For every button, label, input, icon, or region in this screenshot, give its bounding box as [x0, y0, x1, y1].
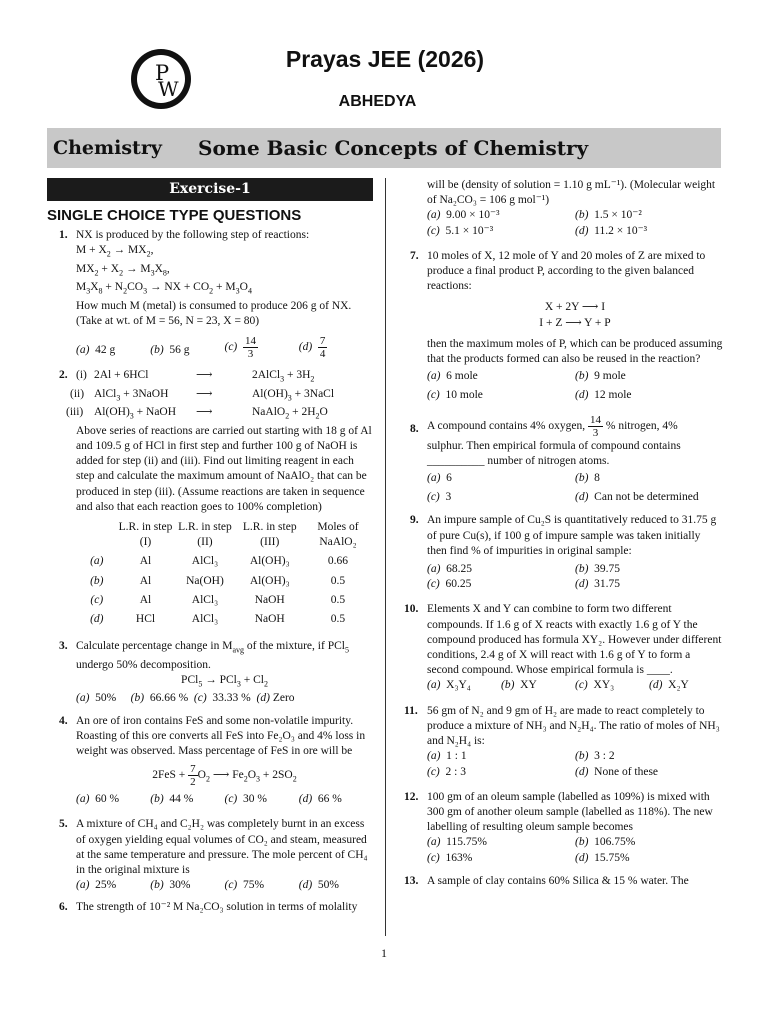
question-4 [47, 714, 373, 808]
column-divider [385, 178, 386, 936]
fraction: $\frac{14}{3}$ [245, 335, 257, 361]
question-10 [398, 602, 723, 693]
question-11 [398, 704, 723, 780]
option-b: (b) 66.66 % [130, 692, 189, 705]
pw-logo [131, 49, 191, 109]
question-number: 13. [404, 874, 419, 887]
question-13 [398, 874, 723, 889]
right-column [398, 178, 723, 896]
options [427, 369, 723, 403]
option-b: (b) 56 g [150, 344, 190, 357]
options [427, 471, 723, 505]
table-header-row [76, 518, 373, 552]
option-a: (a) 115.75% [427, 836, 487, 849]
question-text: Calculate percentage change in $M_{avg}$ of the mixture, if PCl$_5$ undergo 50% decomposition. [76, 640, 349, 671]
option-d: (d) 12 mole [575, 389, 632, 402]
option-a: (a) 42 g [76, 344, 116, 357]
option-c: (c) $\frac{14}{3}$ [224, 335, 257, 361]
question-7 [398, 249, 723, 404]
page-title: Prayas JEE (2026) [285, 46, 485, 72]
option-a: (a) 6 [427, 472, 452, 485]
option-b: (b) 106.75% [575, 836, 636, 849]
option-b: (b) 1.5 × 10⁻² [575, 209, 642, 222]
question-number: 2. [59, 369, 68, 382]
column-header: L.R. in step (I) [118, 521, 173, 549]
options [76, 335, 373, 360]
question-number: 3. [59, 640, 68, 653]
option-a: (a) 50% [76, 692, 117, 705]
question-number: 7. [410, 249, 419, 262]
question-text: 56 gm of N₂ and 9 gm of H₂ are made to react completely to produce a mixture of NH₃ and N₂H₄. The ratio of moles of NH₃ and N₂H₄ is: [427, 704, 720, 748]
option-a: (a) 1 : 1 [427, 750, 467, 763]
question-text: then the maximum moles of P, which can be produced assuming that the products formed can also be reused in the reaction? [427, 337, 723, 366]
options [427, 208, 723, 238]
subject-bar [47, 128, 721, 168]
option-c: (c) 5.1 × 10⁻³ [427, 224, 494, 237]
option-c: (c) 75% [224, 879, 265, 892]
section-heading: SINGLE CHOICE TYPE QUESTIONS [47, 207, 302, 224]
option-a: (a) 9.00 × 10⁻³ [427, 209, 500, 222]
option-b: (b) 3 : 2 [575, 750, 615, 763]
option-c: (c) 163% [427, 851, 473, 864]
option-d: (d) 11.2 × 10⁻³ [575, 224, 648, 237]
option-b: (b) 30% [150, 879, 191, 892]
question-text: 10 moles of X, 12 mole of Y and 20 moles of Z are mixed to produce a final product P, according to the given balanced reactions: [427, 249, 706, 293]
option-c: (c) 10 mole [427, 389, 483, 402]
question-number: 5. [59, 818, 68, 831]
reaction-i: (i) 2Al + 6HCl ⟶ 2AlCl$_3$ + $3H_2$ [76, 369, 315, 384]
question-number: 10. [404, 603, 419, 616]
options [427, 678, 723, 693]
question-number: 9. [410, 514, 419, 527]
option-c: (c) 2 : 3 [427, 765, 466, 778]
question-text: An impure sample of Cu₂S is quantitatively reduced to 31.75 g of pure Cu(s), if 100 g of impure sample was taken initially then find % of impurities in original sample: [427, 514, 717, 557]
question-text: 100 gm of an oleum sample (labelled as 109%) is mixed with 300 gm of another oleum sample (labelled as 118%). The new labelling of resulting oleum sample becomes [427, 790, 713, 834]
option-a: (a) X₃Y₄ [427, 679, 471, 692]
option-d: (d) X₂Y [649, 679, 689, 692]
option-d: (d) 50% [298, 879, 340, 892]
page-number: 1 [381, 946, 387, 960]
option-d: (d) 66 % [298, 793, 342, 806]
option-b: (b) XY [501, 679, 537, 692]
question-1 [47, 228, 373, 360]
options [427, 835, 723, 865]
option-b: (b) 39.75 [575, 563, 621, 576]
option-d: (d) $\frac{7}{4}$ [298, 335, 326, 361]
options [76, 691, 373, 706]
option-d: (d) 15.75% [575, 851, 630, 864]
question-text: Above series of reactions are carried out starting with 18 g of Al and 109.5 g of HCl in first step and further 100 g of NaOH is added for step (ii) and (iii). Find out limiting reagent in each step and calculate the maximum amount of NaAlO₂ that can be produced in step (iii). (Assume reactions are taken in sequence and also that each reaction goes to 100% completion) [76, 424, 372, 513]
column-header: L.R. in step (III) [242, 521, 297, 549]
question-number: 11. [404, 704, 418, 717]
reaction: 2FeS + $\frac{7}{2}$ $O_2$ ⟶ $Fe_2O_3 + 2SO_2$ [152, 763, 297, 789]
question-text: An ore of iron contains FeS and some non-volatile impurity. Roasting of this ore converts all FeS into Fe₂O₃ and 4% loss in weight was observed. Mass percentage of FeS in ore will be [76, 714, 366, 758]
question-number: 4. [59, 714, 68, 727]
option-c: (c) 30 % [224, 793, 267, 806]
reaction: $MX_2 + X_2 \to M_3X_8$, [76, 262, 170, 278]
question-8 [398, 414, 723, 506]
question-text: NX is produced by the following step of reactions: [76, 229, 310, 242]
option-a: (a) 6 mole [427, 370, 478, 383]
option-c: (c) 33.33 % [193, 692, 251, 705]
question-text: A sample of clay contains 60% Silica & 15 % water. The [427, 874, 689, 887]
batch-name: ABHEDYA [338, 93, 417, 110]
option-a: (a) 25% [76, 879, 117, 892]
option-c: (c) 60.25 [427, 578, 472, 591]
table-row: (a) Al AlCl₃ Al(OH)₃ 0.66 [90, 555, 349, 568]
exercise-heading: Exercise-1 [47, 178, 373, 201]
question-number: 12. [404, 790, 419, 803]
option-d: (d) Can not be determined [575, 491, 699, 504]
question-number: 8. [410, 422, 419, 435]
question-6 [47, 900, 373, 915]
reaction: $PCl_5 \to PCl_3 + Cl_2$ [181, 673, 268, 689]
question-text: (Take at wt. of M = 56, N = 23, X = 80) [76, 315, 260, 328]
options [76, 792, 373, 807]
fraction: $\frac{14}{3}$ [589, 413, 601, 439]
option-d: (d) Zero [256, 692, 295, 705]
question-text: A mixture of CH₄ and C₂H₂ was completely burnt in an excess of oxygen yielding equal volumes of CO₂ and steam, measured at the same temperature and pressure. The mole percent of CH₄ in the original mixture is [76, 818, 368, 877]
question-6-continued [398, 178, 723, 239]
option-a: (a) 68.25 [427, 563, 473, 576]
table-row: (d) HCl AlCl₃ NaOH 0.5 [90, 613, 346, 626]
answer-table [76, 518, 373, 629]
svg-text:P: P [155, 61, 170, 85]
option-d: (d) 31.75 [575, 578, 621, 591]
question-9 [398, 513, 723, 592]
left-column [47, 178, 373, 923]
option-d: (d) None of these [575, 765, 659, 778]
reaction: X + 2Y ⟶ I [544, 301, 606, 314]
pw-logo-icon [131, 49, 191, 109]
question-text: Elements X and Y can combine to form two different compounds. If 1.6 g of X reacts with exactly 1.6 g of Y the compound produced has formula XY₂. However under different conditions, 2.4 g of X will react with 1.6 g of Y to form a second compound. Whose empirical formula is ____. [427, 603, 722, 677]
column-header: Moles of NaAlO₂ [317, 521, 359, 549]
options [76, 878, 373, 893]
options [427, 562, 723, 592]
option-b: (b) 44 % [150, 793, 194, 806]
question-text: The strength of 10⁻² M Na₂CO₃ solution in terms of molality [76, 901, 358, 914]
table-row: (c) Al AlCl₃ NaOH 0.5 [90, 593, 346, 606]
subject-label: Chemistry [53, 137, 162, 159]
question-3 [47, 639, 373, 706]
question-text: A compound contains 4% oxygen, $\frac{14}{3}$ % nitrogen, 4% [427, 413, 678, 439]
fraction: $\frac{7}{2}$ [190, 763, 196, 789]
question-5 [47, 817, 373, 893]
table-row: (b) Al Na(OH) Al(OH)₃ 0.5 [90, 574, 346, 587]
question-2 [47, 368, 373, 629]
column-header: L.R. in step (II) [178, 521, 232, 549]
option-a: (a) 60 % [76, 793, 120, 806]
reaction: I + Z ⟶ Y + P [539, 316, 611, 329]
option-b: (b) 8 [575, 472, 600, 485]
question-text: How much M (metal) is consumed to produce 206 g of NX. [76, 299, 352, 312]
option-c: (c) XY₃ [575, 679, 615, 692]
reaction: $M_3X_8 + N_2CO_3$ → NX + $CO_2 + M_3O_4$ [76, 281, 252, 296]
fraction: $\frac{7}{4}$ [319, 335, 326, 361]
question-number: 6. [59, 901, 68, 914]
reaction-iii: (iii) $Al(OH)_3$ + NaOH ⟶ NaAlO$_2$ + $2H_2O$ [66, 406, 328, 421]
question-text: will be (density of solution = 1.10 g mL⁻¹). (Molecular weight of Na₂CO₃ = 106 g mol⁻¹) [427, 179, 716, 207]
option-c: (c) 3 [427, 491, 452, 504]
options [427, 749, 723, 779]
question-12 [398, 790, 723, 866]
svg-text:W: W [158, 77, 179, 101]
reaction: $M + X_2 \to MX_2$, [76, 244, 154, 259]
question-text: sulphur. Then empirical formula of compound contains __________ number of nitrogen atoms. [427, 439, 681, 467]
topic-label: Some Basic Concepts of Chemistry [198, 136, 589, 160]
question-number: 1. [59, 229, 68, 242]
reaction-ii: (ii) AlCl$_3$ + 3NaOH ⟶ $Al(OH)_3$ + 3NaCl [70, 387, 335, 403]
option-b: (b) 9 mole [575, 370, 626, 383]
